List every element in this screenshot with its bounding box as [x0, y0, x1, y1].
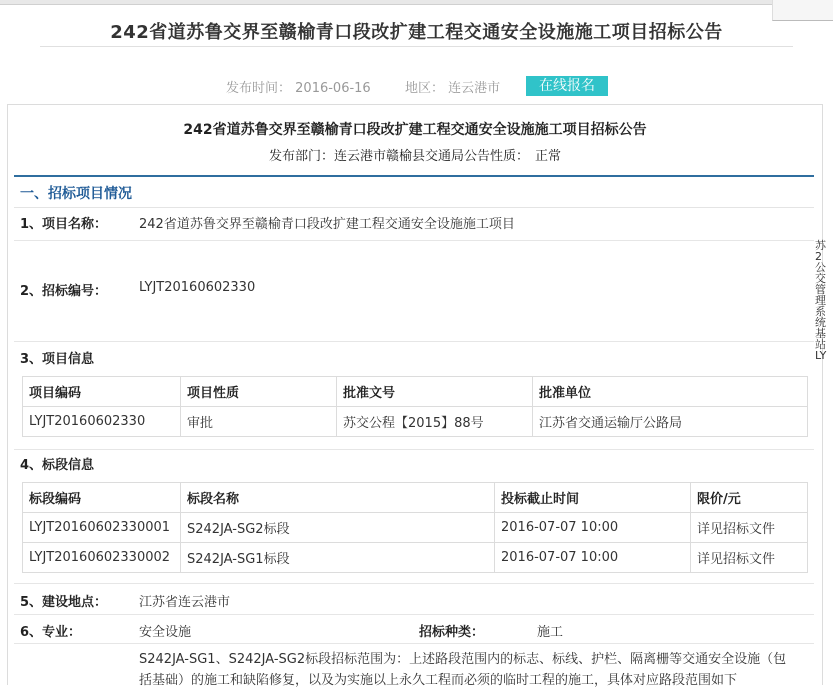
table-cell: 江苏省交通运输厅公路局 — [533, 407, 808, 437]
tender-type-label: 招标种类： — [419, 625, 485, 640]
table-row — [23, 543, 808, 573]
table-header: 项目性质 — [181, 377, 337, 407]
section-info-table — [22, 482, 808, 573]
table-cell: 苏交公程【2015】88号 — [337, 407, 533, 437]
table-header: 投标截止时间 — [495, 483, 691, 513]
project-name-value: 242省道苏鲁交界至赣榆青口段改扩建工程交通安全设施施工项目 — [139, 217, 515, 232]
row-divider — [14, 614, 814, 615]
table-header-row — [23, 377, 808, 407]
specialty-value: 安全设施 — [139, 625, 192, 640]
tender-no-label: 2、招标编号： — [20, 284, 108, 299]
table-cell: 详见招标文件 — [691, 513, 808, 543]
publish-date: 发布时间： 2016-06-16 — [226, 81, 371, 96]
table-cell: LYJT20160602330002 — [23, 543, 181, 573]
table-row — [23, 513, 808, 543]
row-divider — [14, 341, 814, 342]
panel-title: 242省道苏鲁交界至赣榆青口段改扩建工程交通安全设施施工项目招标公告 — [183, 122, 647, 138]
browser-top-edge — [0, 0, 833, 5]
announcement-meta — [0, 74, 833, 96]
row-divider — [14, 240, 814, 241]
table-cell: LYJT20160602330 — [23, 407, 181, 437]
clipped-sidebar-text: 苏2公交管理系统基站LY — [815, 239, 827, 362]
announcement-panel — [7, 104, 823, 688]
table-cell: S242JA-SG1标段 — [181, 543, 495, 573]
panel-subtitle: 发布部门：连云港市赣榆县交通局公告性质： 正常 — [268, 149, 562, 164]
row-divider — [14, 643, 814, 644]
table-header: 限价/元 — [691, 483, 808, 513]
section-info-label: 4、标段信息 — [20, 458, 95, 473]
scope-description: S242JA-SG1、S242JA-SG2标段招标范围为：上述路段范围内的标志、标线、护栏、隔离栅等交通安全设施（包括基础）的施工和缺陷修复，以及为实施以上永久工程而必须的临时工程的施工，具体对应路段范围如下 — [139, 652, 787, 688]
page-title: 242省道苏鲁交界至赣榆青口段改扩建工程交通安全设施施工项目招标公告 — [110, 22, 723, 43]
table-header: 批准文号 — [337, 377, 533, 407]
table-header: 标段编码 — [23, 483, 181, 513]
table-row — [23, 407, 808, 437]
table-cell: S242JA-SG2标段 — [181, 513, 495, 543]
table-header: 标段名称 — [181, 483, 495, 513]
project-name-label: 1、项目名称： — [20, 217, 108, 232]
tender-no-value: LYJT20160602330 — [139, 280, 256, 295]
specialty-label: 6、专业： — [20, 625, 82, 640]
project-info-table — [22, 376, 808, 437]
project-info-label: 3、项目信息 — [20, 352, 95, 367]
online-register-button[interactable]: 在线报名 — [526, 76, 608, 96]
location-value: 江苏省连云港市 — [139, 595, 231, 610]
row-divider — [14, 583, 814, 584]
section-title: 一、招标项目情况 — [20, 186, 132, 202]
region: 地区： 连云港市 — [405, 81, 501, 96]
table-cell: 详见招标文件 — [691, 543, 808, 573]
row-divider — [14, 449, 814, 450]
title-divider — [40, 46, 793, 47]
tender-type-value: 施工 — [537, 625, 564, 640]
table-cell: LYJT20160602330001 — [23, 513, 181, 543]
table-cell: 2016-07-07 10:00 — [495, 543, 691, 573]
table-header-row — [23, 483, 808, 513]
table-header: 批准单位 — [533, 377, 808, 407]
section-header — [14, 175, 814, 208]
table-cell: 2016-07-07 10:00 — [495, 513, 691, 543]
table-header: 项目编码 — [23, 377, 181, 407]
location-label: 5、建设地点： — [20, 595, 108, 610]
table-cell: 审批 — [181, 407, 337, 437]
